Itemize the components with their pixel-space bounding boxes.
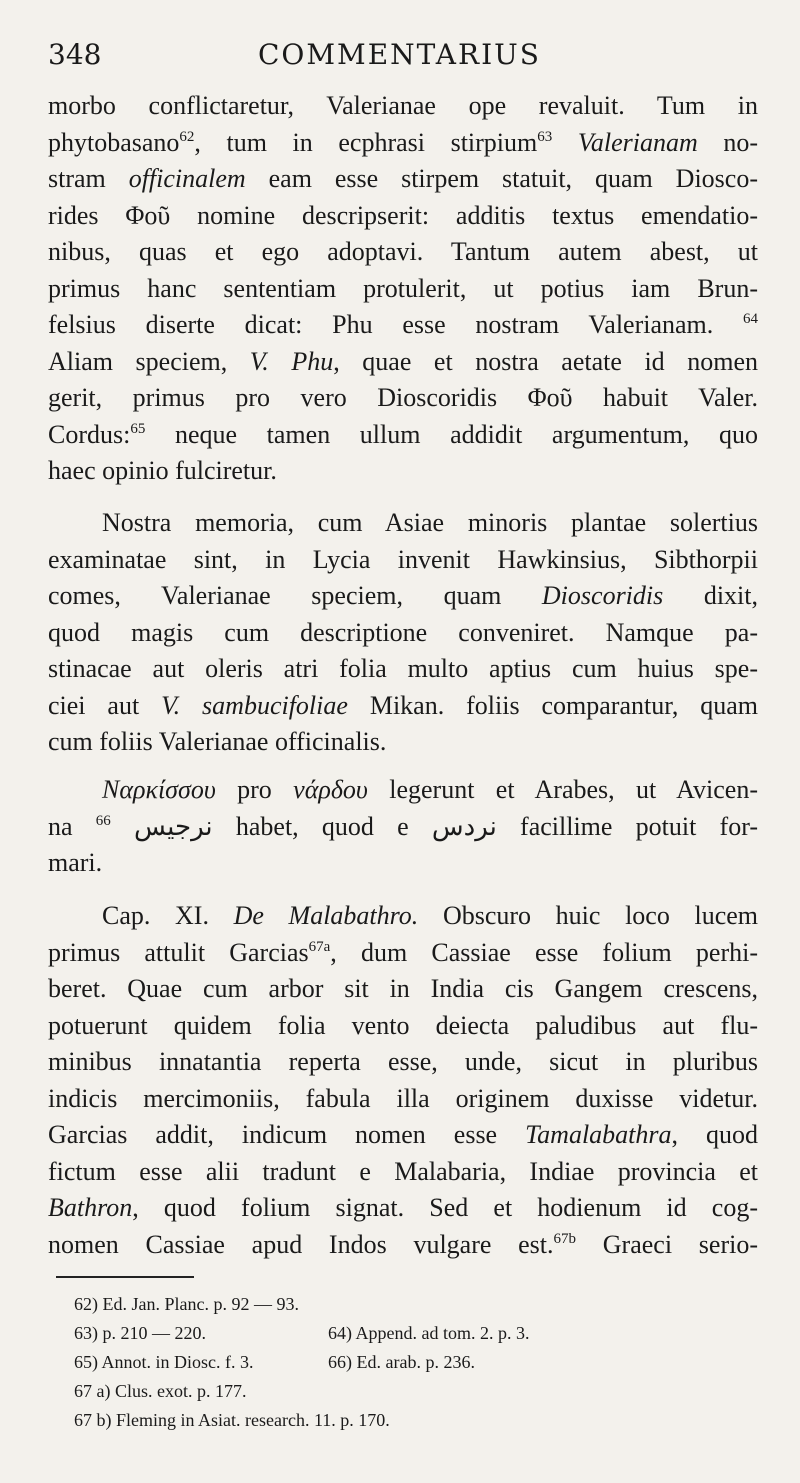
text-line: cum foliis Valerianae officinalis. (48, 727, 387, 756)
text-line: examinatae sint, in Lycia invenit Hawkinsius, Sibthorpii (48, 544, 758, 574)
footnote-rule (56, 1276, 194, 1278)
text-line: primus attulit Garcias$^{67a}$, dum Cassiae esse folium perhi- (48, 937, 759, 967)
text-line: morbo conflictaretur, Valerianae ope revaluit. Tum in (48, 91, 758, 120)
text-line: stram officinalem eam esse stirpem statuit, quam Diosco- (48, 164, 758, 193)
text-line: Ναρκίσσου pro νάρδου legerunt et Arabes, ut Avicen- (102, 775, 758, 804)
footnote-line: 65) Annot. in Diosc. f. 3. 66) Ed. arab. p. 236. (74, 1352, 475, 1372)
paragraph-narcissus (48, 772, 758, 882)
text-line: Nostra memoria, cum Asiae minoris plantae solertius (102, 508, 758, 537)
text-line: Aliam speciem, V. Phu, quae et nostra aetate id nomen (48, 346, 758, 376)
text-line: comes, Valerianae speciem, quam Dioscoridis dixit, (48, 581, 758, 610)
text-line: Cap. XI. De Malabathro. Obscuro huic loco lucem (102, 901, 758, 930)
text-line: Bathron, quod folium signat. Sed et hodienum id cog- (48, 1193, 758, 1222)
text-line: indicis mercimoniis, fabula illa originem duxisse videtur. (48, 1083, 758, 1113)
paragraph-hawkinsius (48, 505, 758, 761)
text-line: beret. Quae cum arbor sit in India cis Gangem crescens, (48, 974, 758, 1003)
text-line: Cordus:$^{65}$ neque tamen ullum addidit argumentum, quo (48, 419, 758, 449)
footnote-ref-63: 63 (537, 128, 553, 145)
footnote-line: 62) Ed. Jan. Planc. p. 92 — 93. (74, 1294, 299, 1314)
footnote-ref-64: 64 (743, 311, 758, 327)
text-line: haec opinio fulciretur. (48, 456, 277, 485)
footnote-line: 67 a) Clus. exot. p. 177. (74, 1381, 247, 1401)
text-line: Garcias addit, indicum nomen esse Tamalabathra, quod (48, 1120, 758, 1149)
text-line: stinacae aut oleris atri folia multo aptius cum huius spe- (48, 654, 758, 683)
text-line: nibus, quas et ego adoptavi. Tantum autem abest, ut (48, 237, 758, 266)
page-number: 348 (48, 38, 102, 71)
text-line: fictum esse alii tradunt e Malabaria, Indiae provincia et (48, 1156, 758, 1186)
footnotes (74, 1290, 714, 1435)
text-line: mari. (48, 848, 103, 877)
footnote-line: 67 b) Fleming in Asiat. research. 11. p. 170. (74, 1410, 390, 1430)
paragraph-malabathrum (48, 898, 758, 1263)
page-header (48, 38, 752, 78)
paragraph-valeriana (48, 88, 758, 490)
text-line: minibus innatantia reperta esse, unde, sicut in pluribus (48, 1047, 758, 1076)
text-line: phytobasano$^{62}$, tum in ecphrasi stirpium$^{63}$ Valerianam no- (48, 127, 758, 157)
footnote-ref-65: 65 (130, 420, 146, 437)
text-line: gerit, primus pro vero Dioscoridis Φοῦ habuit Valer. (48, 383, 758, 412)
footnote-ref-66: 66 (95, 812, 111, 829)
text-line: felsius diserte dicat: Phu esse nostram Valerianam. $^{64}$ (48, 310, 758, 339)
text-line: na $^{66}$ نرجيس habet, quod e نردس facillime potuit for- (48, 811, 759, 841)
text-line: potuerunt quidem folia vento deiecta paludibus aut flu- (48, 1010, 758, 1040)
text-line: ciei aut V. sambucifoliae Mikan. foliis comparantur, quam (48, 690, 758, 720)
text-line: nomen Cassiae apud Indos vulgare est.$^{67b}$ Graeci serio- (48, 1229, 758, 1259)
footnote-line: 63) p. 210 — 220. 64) Append. ad tom. 2. p. 3. (74, 1323, 530, 1343)
text-line: rides Φοῦ nomine descripserit: additis textus emendatio- (48, 200, 758, 230)
text-line: quod magis cum descriptione conveniret. Namque pa- (48, 617, 758, 647)
footnote-ref-62: 62 (179, 128, 195, 145)
running-head: COMMENTARIUS (258, 38, 541, 71)
footnote-ref-67a: 67a (308, 938, 331, 955)
footnote-ref-67b: 67b (553, 1230, 577, 1247)
text-line: primus hanc sententiam protulerit, ut potius iam Brun- (48, 273, 758, 303)
